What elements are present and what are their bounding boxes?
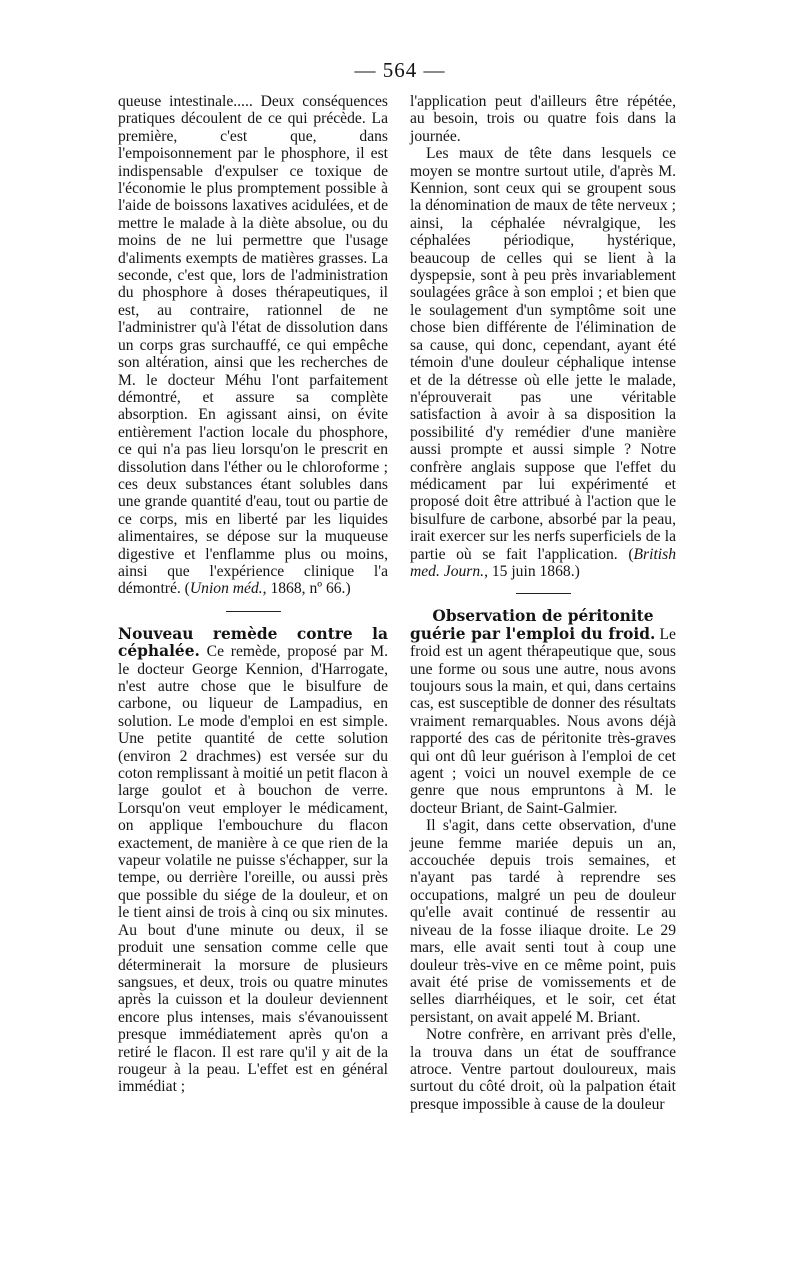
citation: Union méd. xyxy=(189,580,263,598)
section-cephalee xyxy=(118,626,388,1096)
citation-details: , 15 juin 1868.) xyxy=(484,562,580,580)
paragraph-maux-de-tete xyxy=(410,145,676,580)
citation: British med. Journ. xyxy=(410,545,676,580)
paragraph-phosphore xyxy=(118,93,388,598)
citation-details: , 1868, nº 66.) xyxy=(262,580,351,598)
section-text: Le froid est un agent thérapeutique que, sous une forme ou sous une autre, nous avons toujours sous la main, et qui, dans certains cas, est susceptible de donner des résultats vraiment remarquables. Nous avons déjà rapporté des cas de péritonite très-graves qui ont dû leur guérison à l'emploi de cet agent ; voici un nouvel exemple de ce genre que nous empruntons à M. le docteur Briant, de Saint-Galmier. xyxy=(410,625,676,817)
section-divider xyxy=(516,593,571,594)
right-column xyxy=(410,93,676,1113)
paragraph-observation: Il s'agit, dans cette observation, d'une jeune femme mariée depuis un an, accouchée depuis trois semaines, et n'ayant pas tardé à reprendre ses occupations, malgré un peu de douleur qu'elle avait continué de ressentir au niveau de la fosse iliaque droite. Le 29 mars, elle avait senti tout à coup une douleur très-vive en ce même point, puis avait été prise de vomissements et de selles diarrhéiques, et le soir, cet état persistant, on avait appelé M. Briant. xyxy=(410,817,676,1026)
section-divider xyxy=(226,611,281,612)
paragraph-confrere: Notre confrère, en arrivant près d'elle, la trouva dans un état de souffrance atroce. Ventre partout douloureux, mais surtout du côté droit, où la palpation était presque impossible à cause de la douleur xyxy=(410,1026,676,1113)
paragraph-text: queuse intestinale..... Deux conséquences pratiques découlent de ce qui précède. La première, c'est que, dans l'empoisonnement par le phosphore, il est indispensable d'expulser ce toxique de l'économie le plus promptement possible à l'aide de boissons laxatives acidulées, et de mettre le malade à la diète absolue, ou du moins de ne lui permettre que l'usage d'aliments exempts de matières grasses. La seconde, c'est que, lors de l'administration du phosphore à doses thérapeutiques, il est, au contraire, rationnel de ne l'administrer qu'à l'état de dissolution dans un corps gras surchauffé, ce qui empêche son altération, ainsi que les recherches de M. le docteur Méhu l'ont parfaitement démontré, et assure sa complète absorption. En agissant ainsi, on évite entièrement l'action locale du phosphore, ce qui n'a pas lieu lorsqu'on le prescrit en dissolution dans l'éther ou le chloroforme ; ces deux substances étant solubles dans une grande quantité d'eau, tout ou partie de ce corps, mis en liberté par les liquides alimentaires, se dépose sur la muqueuse digestive et l'enflamme plus ou moins, ainsi que l'expérience clinique l'a démontré. ( xyxy=(118,93,388,598)
paragraph-text: Les maux de tête dans lesquels ce moyen se montre surtout utile, d'après M. Kennion, sont ceux qui se groupent sous la dénomination de maux de tête nerveux ; ainsi, la céphalée névralgique, les céphalées périodique, hystérique, beaucoup de celles qui se lient à la dyspepsie, sont à peu près invariablement soulagées grâce à son emploi ; et bien que le soulagement d'un symptôme soit une chose bien différente de l'élimination de sa cause, qui donc, cependant, ayant été témoin d'une douleur céphalique intense et de la détresse où elle jette le malade, n'éprouverait pas une véritable satisfaction à avoir à sa disposition la possibilité d'y remédier d'une manière aussi prompte et aussi simple ? Notre confrère anglais suppose que l'effet du médicament par lui expérimenté et proposé doit être attribué à l'action que le bisulfure de carbone, absorbé par la peau, irait exercer sur les nerfs superficiels de la partie où se fait l'application. ( xyxy=(410,145,676,563)
page-number: — 564 — xyxy=(354,58,446,82)
paragraph-continuation: l'application peut d'ailleurs être répétée, au besoin, trois ou quatre fois dans la journée. xyxy=(410,93,676,145)
section-text: Ce remède, proposé par M. le docteur George Kennion, d'Harrogate, n'est autre chose que le bisulfure de carbone, ou liqueur de Lampadius, en solution. Le mode d'emploi en est simple. Une petite quantité de cette solution (environ 2 drachmes) est versée sur du coton remplissant à moitié un petit flacon à large goulot et à bouchon de verre. Lorsqu'on veut employer le médicament, on applique l'embouchure du flacon exactement, de manière à ce que rien de la vapeur volatile ne puisse s'échapper, sur la tempe, ou derrière l'oreille, ou aussi près que possible du siége de la douleur, et on le tient ainsi de trois à cinq ou six minutes. Au bout d'une minute ou deux, il se produit une sensation comme celle que déterminerait la morsure de plusieurs sangsues, et deux, trois ou quatre minutes après la cuisson et la douleur deviennent encore plus intenses, mais s'évanouissent presque immédiatement après qu'on a retiré le flacon. Il est rare qu'il y ait de la rougeur à la peau. L'effet est en général immédiat ; xyxy=(118,643,388,1096)
section-peritonite xyxy=(410,608,676,817)
section-heading-line-1: Observation de péritonite xyxy=(432,607,654,626)
section-heading: Nouveau remède contre la céphalée. xyxy=(118,624,388,661)
left-column xyxy=(118,93,388,1096)
section-heading-line-2: guérie par l'emploi du froid. xyxy=(410,624,656,643)
